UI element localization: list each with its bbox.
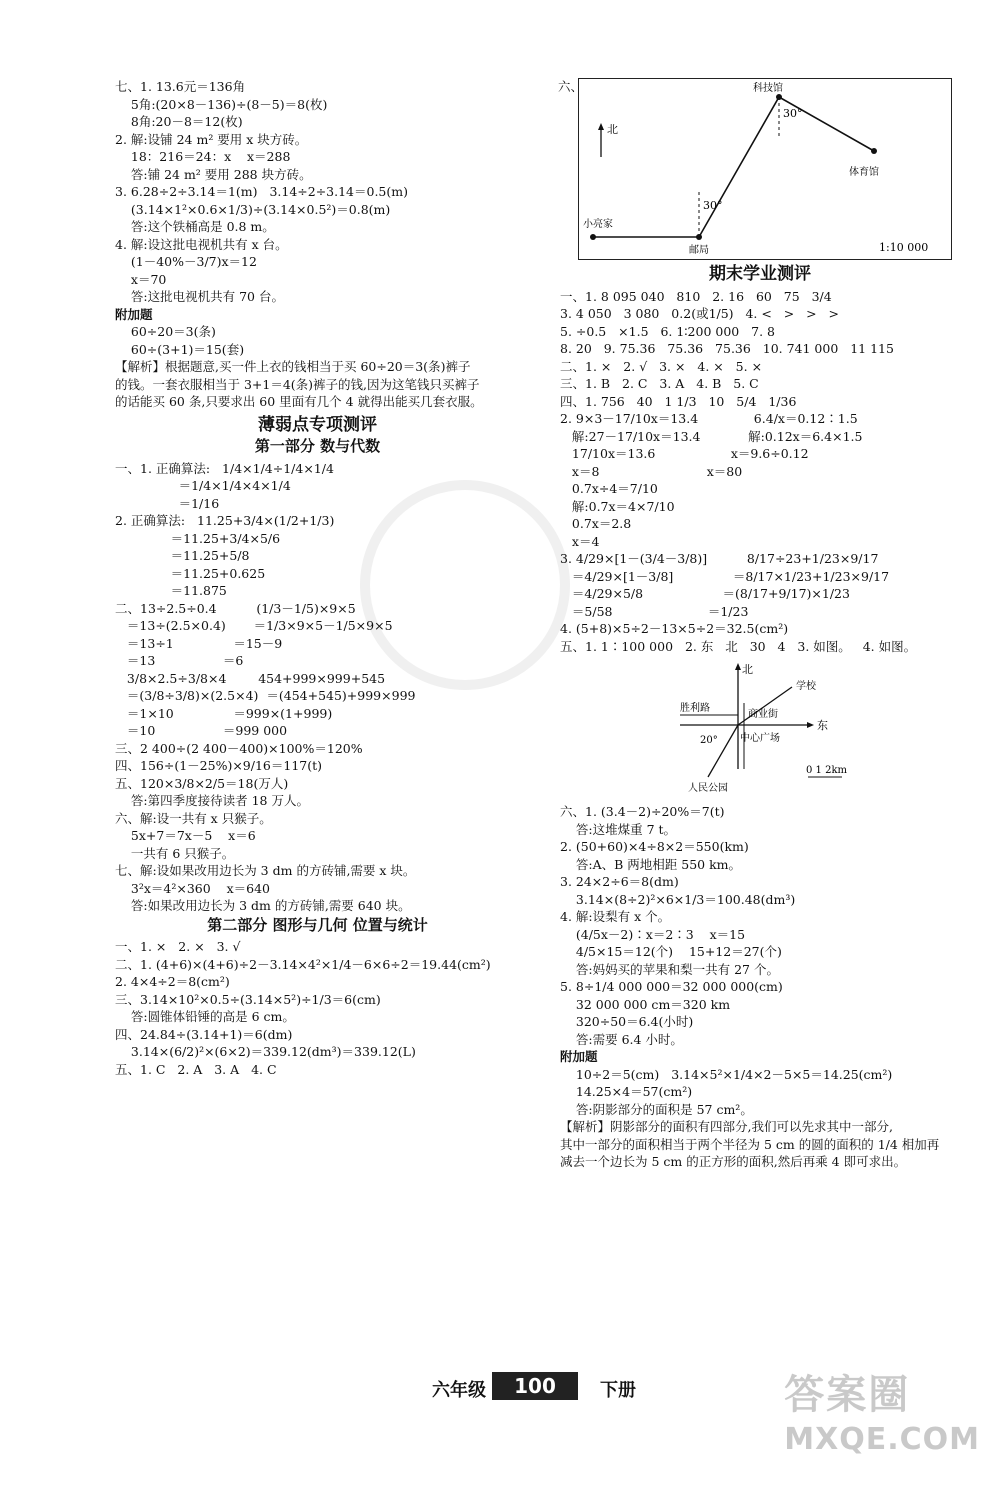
answer-line: 的钱。一套衣服相当于 3+1＝4(条)裤子的钱,因为这笔钱只买裤子	[115, 376, 480, 392]
answer-line: x＝70	[115, 271, 167, 287]
answer-line: 0.7x÷4＝7/10	[560, 481, 658, 496]
location-map	[578, 78, 952, 260]
answer-line: 3. 4/29×[1－(3/4－3/8)] 8/17÷23+1/23×9/17	[560, 551, 879, 566]
youju-label: 邮局	[689, 245, 709, 256]
answer-line: 答:阴影部分的面积是 57 cm²。	[560, 1101, 753, 1117]
map-angle-1: 30°	[703, 199, 723, 212]
compass-angle: 20°	[700, 735, 718, 746]
answer-line: 三、1. B 2. C 3. A 4. B 5. C	[560, 376, 759, 391]
answer-line: 3. 4 050 3 080 0.2(或1/5) 4. < > > >	[560, 306, 840, 321]
answer-line: ＝4/29×[1－3/8] ＝8/17×1/23+1/23×9/17	[560, 568, 890, 584]
answer-line: 0.7x＝2.8	[560, 516, 632, 531]
part2-answers	[115, 938, 520, 1078]
watermark	[784, 1363, 980, 1457]
answer-line: 14.25×4＝57(cm²)	[560, 1084, 693, 1099]
answer-line: (3.14×1²×0.6×1/3)÷(3.14×0.5²)＝0.8(m)	[115, 201, 391, 217]
answer-line: 5. ÷0.5 ×1.5 6. 1∶200 000 7. 8	[560, 323, 776, 339]
final-answers	[560, 288, 960, 656]
answer-line: 2. 9×3－17/10x＝13.4 6.4/x＝0.12∶1.5	[560, 411, 858, 426]
compass-diagram	[560, 659, 960, 799]
answer-line: 答:这堆煤重 7 t。	[560, 821, 677, 837]
answer-line: 一、1. 8 095 040 810 2. 16 60 75 3/4	[560, 288, 832, 304]
answer-line: ＝11.25+3/4×5/6	[115, 530, 281, 546]
answer-line: 答:需要 6.4 小时。	[560, 1031, 683, 1047]
answer-line: 答:妈妈买的苹果和梨一共有 27 个。	[560, 961, 779, 977]
answer-line: 二、1. × 2. √ 3. × 4. × 5. ×	[560, 358, 763, 374]
map-angle-2: 30°	[783, 107, 803, 120]
answer-line: ＝11.875	[115, 583, 227, 598]
answer-line: ＝13÷(2.5×0.4) ＝1/3×9×5－1/5×9×5	[115, 618, 393, 633]
answer-line: 六、1. (3.4－2)÷20%＝7(t)	[560, 804, 725, 819]
answer-line: 三、2 400÷(2 400－400)×100%＝120%	[115, 740, 363, 756]
answer-line: 5角:(20×8－136)÷(8－5)＝8(枚)	[115, 96, 328, 112]
shangye-label: 商业街	[748, 709, 778, 720]
answer-line: 减去一个边长为 5 cm 的正方形的面积,然后再乘 4 即可求出。	[560, 1154, 907, 1169]
zhongxin-label: 中心广场	[740, 733, 780, 744]
answer-line: 2. 4×4÷2＝8(cm²)	[115, 974, 230, 989]
answer-line: 5x+7＝7x－5 x＝6	[115, 828, 256, 843]
tiyuguan-label: 体育馆	[849, 167, 879, 178]
page-number: 100	[492, 1372, 578, 1400]
answer-line: ＝1/4×1/4×4×1/4	[115, 478, 291, 493]
answer-line: 3.14×(8÷2)²×6×1/3＝100.48(dm³)	[560, 891, 796, 907]
right-fujia-title: 附加题	[560, 1049, 598, 1064]
answer-line: 答:圆锥体铅锤的高是 6 cm。	[115, 1009, 295, 1024]
xiaoliangjia-point	[590, 234, 596, 240]
answer-line: ＝10 ＝999 000	[115, 723, 288, 738]
answer-line: ＝1/16	[115, 495, 220, 511]
compass-scale: 0 1 2km	[806, 765, 847, 776]
answer-line: ＝13 ＝6	[115, 653, 244, 668]
answer-line: 【解析】阴影部分的面积有四部分,我们可以先求其中一部分,	[560, 1119, 893, 1134]
answer-line: 3. 24×2÷6＝8(dm)	[560, 874, 679, 889]
kejiguan-label: 科技馆	[753, 83, 783, 94]
answer-line: 答:如果改用边长为 3 dm 的方砖铺,需要 640 块。	[115, 898, 411, 913]
answer-line: 8. 20 9. 75.36 75.36 75.36 10. 741 000 11 115	[560, 341, 894, 356]
section-title: 薄弱点专项测评	[258, 414, 377, 435]
answer-line: 答:这个铁桶高是 0.8 m。	[115, 219, 275, 234]
answer-line: 2. (50+60)×4÷8×2＝550(km)	[560, 839, 749, 854]
answer-line: 解:27－17/10x＝13.4 解:0.12x＝6.4×1.5	[560, 428, 863, 444]
answer-line: ＝(3/8÷3/8)×(2.5×4) ＝(454+545)+999×999	[115, 688, 416, 703]
answer-line: 六、解:设一共有 x 只猴子。	[115, 810, 272, 826]
answer-line: ＝11.25+5/8	[115, 548, 250, 563]
answer-line: 32 000 000 cm＝320 km	[560, 996, 731, 1012]
left-column	[115, 78, 520, 1078]
answer-line: 答:铺 24 m² 要用 288 块方砖。	[115, 166, 312, 182]
answer-line: 60÷20＝3(条)	[115, 324, 216, 339]
answer-line: ＝13÷1 ＝15－9	[115, 635, 283, 651]
answer-line: 【解析】根据题意,买一件上衣的钱相当于买 60÷20＝3(条)裤子	[115, 359, 471, 374]
answer-line: ＝5/58 ＝1/23	[560, 603, 749, 619]
answer-line: 3/8×2.5÷3/8×4 454+999×999+545	[115, 670, 386, 686]
answer-line: 3.14×(6/2)²×(6×2)＝339.12(dm³)＝339.12(L)	[115, 1044, 416, 1059]
answer-line: 3. 6.28÷2÷3.14＝1(m) 3.14÷2÷3.14＝0.5(m)	[115, 184, 408, 199]
shengli-label: 胜利路	[680, 703, 710, 714]
fujia-title: 附加题	[115, 306, 153, 322]
answer-line: 一、1. × 2. × 3. √	[115, 939, 241, 954]
location-map-svg	[579, 79, 951, 259]
compass-diagram-svg	[560, 659, 960, 799]
xiaoliangjia-label: 小亮家	[583, 219, 613, 230]
part1-answers	[115, 460, 520, 915]
grade-label: 六年级	[432, 1380, 486, 1401]
part1-title: 第一部分 数与代数	[254, 437, 381, 455]
tiyuguan-point	[871, 148, 877, 154]
final-title: 期末学业测评	[709, 264, 811, 284]
answer-line: 的话能买 60 条,只要求出 60 里面有几个 4 就得出能买几套衣服。	[115, 394, 483, 409]
answer-line: 解:0.7x＝4×7/10	[560, 498, 675, 514]
answer-line: 一、1. 正确算法: 1/4×1/4÷1/4×1/4	[115, 460, 334, 476]
answer-line: 二、1. (4+6)×(4+6)÷2－3.14×4²×1/4－6×6÷2＝19.44(cm²)	[115, 956, 491, 972]
answer-line: 三、3.14×10²×0.5÷(3.14×5²)÷1/3＝6(cm)	[115, 991, 381, 1007]
answer-line: ＝4/29×5/8 ＝(8/17+9/17)×1/23	[560, 586, 850, 601]
answer-line: 8角:20－8＝12(枚)	[115, 114, 243, 129]
answer-line: 其中一部分的面积相当于两个半径为 5 cm 的圆的面积的 1/4 相加再	[560, 1136, 940, 1152]
answer-line: 五、1. 1∶100 000 2. 东 北 30 4 3. 如图。 4. 如图。	[560, 638, 917, 654]
answer-line: 4. (5+8)×5÷2－13×5÷2＝32.5(cm²)	[560, 621, 789, 636]
answer-line: ＝11.25+0.625	[115, 565, 266, 581]
compass-east-label: 东	[817, 719, 828, 732]
answer-line: 2. 解:设铺 24 m² 要用 x 块方砖。	[115, 131, 308, 147]
answer-line: 320÷50＝6.4(小时)	[560, 1014, 694, 1029]
part2-title: 第二部分 图形与几何 位置与统计	[207, 915, 428, 934]
answer-line: x＝8 x＝80	[560, 463, 743, 479]
answer-line: 七、1. 13.6元＝136角	[115, 79, 246, 94]
answer-line: 答:A、B 两地相距 550 km。	[560, 856, 742, 872]
map-question-label: 六、	[558, 79, 584, 94]
answer-line: 答:第四季度接待读者 18 万人。	[115, 793, 309, 808]
answer-line: 五、120×3/8×2/5＝18(万人)	[115, 775, 289, 791]
answer-line: 四、24.84÷(3.14+1)＝6(dm)	[115, 1026, 293, 1042]
compass-north-label: 北	[742, 663, 753, 676]
answer-line: 2. 正确算法: 11.25+3/4×(1/2+1/3)	[115, 513, 335, 528]
answer-line: 10÷2＝5(cm) 3.14×5²×1/4×2－5×5＝14.25(cm²)	[560, 1066, 893, 1082]
answer-line: 18：216＝24：x x＝288	[115, 149, 291, 164]
answer-line: 四、1. 756 40 1 1/3 10 5/4 1/36	[560, 393, 797, 409]
answer-line: 17/10x＝13.6 x＝9.6÷0.12	[560, 446, 809, 461]
right-fujia-answers	[560, 1066, 960, 1171]
answer-line: 3²x＝4²×360 x＝640	[115, 880, 271, 896]
answer-line: 4/5×15＝12(个) 15+12＝27(个)	[560, 944, 782, 959]
watermark-line2: MXQE.COM	[784, 1422, 980, 1457]
map-scale: 1:10 000	[879, 241, 929, 254]
answer-line: 二、13÷2.5÷0.4 (1/3－1/5)×9×5	[115, 600, 356, 616]
answer-line: 五、1. C 2. A 3. A 4. C	[115, 1061, 277, 1077]
answer-line: x＝4	[560, 533, 600, 549]
answer-line: (1－40%－3/7)x＝12	[115, 254, 257, 269]
right-column	[560, 78, 960, 1171]
watermark-line1: 答案圈	[784, 1372, 911, 1418]
volume-label: 下册	[600, 1380, 636, 1401]
answer-line: 4. 解:设梨有 x 个。	[560, 909, 671, 924]
answer-block-part7	[115, 78, 520, 306]
answer-line: (4/5x－2)∶x＝2∶3 x＝15	[560, 926, 746, 942]
xuexiao-label: 学校	[796, 681, 816, 692]
answer-line: 七、解:设如果改用边长为 3 dm 的方砖铺,需要 x 块。	[115, 863, 416, 878]
fujia-answers	[115, 323, 520, 411]
answer-line: 60÷(3+1)＝15(套)	[115, 341, 245, 357]
map-north-label: 北	[607, 123, 618, 136]
answer-line: 答:这批电视机共有 70 台。	[115, 289, 284, 304]
final-answers-b	[560, 803, 960, 1048]
renmin-label: 人民公园	[688, 783, 728, 794]
answer-line: ＝1×10 ＝999×(1+999)	[115, 705, 333, 721]
answer-line: 四、156÷(1－25%)×9/16＝117(t)	[115, 758, 323, 773]
answer-line: 一共有 6 只猴子。	[115, 845, 235, 861]
answer-line: 4. 解:设这批电视机共有 x 台。	[115, 236, 288, 252]
answer-line: 5. 8÷1/4 000 000＝32 000 000(cm)	[560, 979, 783, 994]
